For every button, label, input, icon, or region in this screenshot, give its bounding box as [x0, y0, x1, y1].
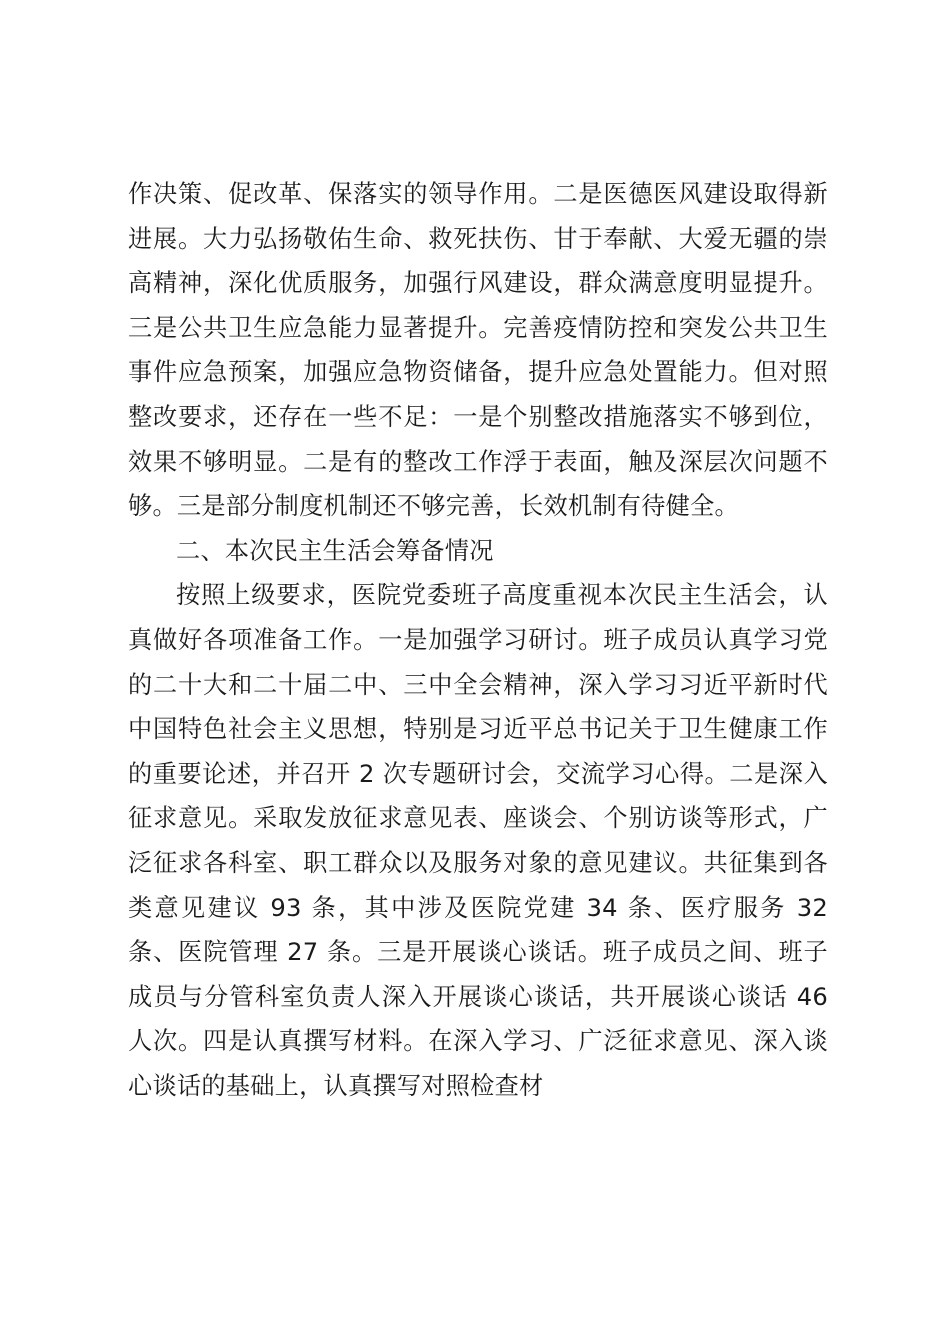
body-paragraph-continuation: 作决策、促改革、保落实的领导作用。二是医德医风建设取得新进展。大力弘扬敬佑生命、救死扶伤、甘于奉献、大爱无疆的崇高精神，深化优质服务，加强行风建设，群众满意度明显提升。三是公共卫生应急能力显著提升。完善疫情防控和突发公共卫生事件应急预案，加强应急物资储备，提升应急处置能力。但对照整改要求，还存在一些不足：一是个别整改措施落实不够到位，效果不够明显。二是有的整改工作浮于表面，触及深层次问题不够。三是部分制度机制还不够完善，长效机制有待健全。 [128, 180, 828, 521]
section-heading: 二、本次民主生活会筹备情况 [176, 536, 494, 565]
document-body [128, 172, 828, 1108]
body-paragraph-preparation: 按照上级要求，医院党委班子高度重视本次民主生活会，认真做好各项准备工作。一是加强学习研讨。班子成员认真学习党的二十大和二十届二中、三中全会精神，深入学习习近平新时代中国特色社会主义思想，特别是习近平总书记关于卫生健康工作的重要论述，并召开 2 次专题研讨会，交流学习心得。二是深入征求意见。采取发放征求意见表、座谈会、个别访谈等形式，广泛征求各科室、职工群众以及服务对象的意见建议。共征集到各类意见建议 93 条，其中涉及医院党建 34 条、医疗服务 32 条、医院管理 27 条。三是开展谈心谈话。班子成员之间、班子成员与分管科室负责人深入开展谈心谈话，共开展谈心谈话 46 人次。四是认真撰写材料。在深入学习、广泛征求意见、深入谈心谈话的基础上，认真撰写对照检查材 [128, 581, 828, 1100]
